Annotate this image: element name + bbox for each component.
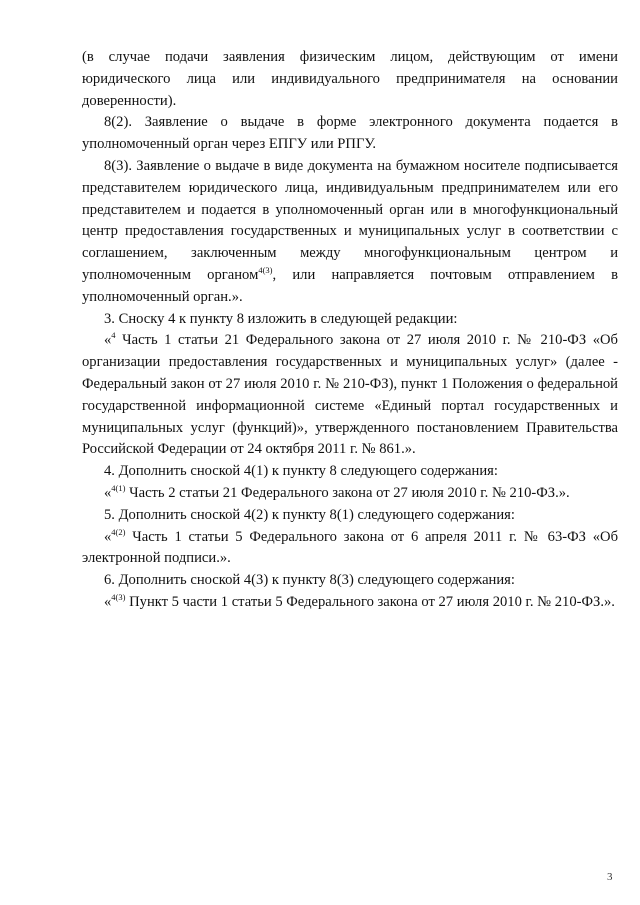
paragraph-text: , или направляется почтовым отправлением в уполномоченный орган.». <box>82 266 618 305</box>
page-number: 3 <box>607 871 613 883</box>
paragraph-text: Часть 2 статьи 21 Федерального закона от 27 июля 2010 г. № 210-ФЗ.». <box>125 484 570 501</box>
paragraph-text: 6. Дополнить сноской 4(3) к пункту 8(3) следующего содержания: <box>104 572 515 589</box>
paragraph-p11 <box>82 592 618 614</box>
paragraph-p2 <box>82 112 618 156</box>
paragraph-p8 <box>82 505 618 527</box>
paragraph-text: 5. Дополнить сноской 4(2) к пункту 8(1) следующего содержания: <box>104 506 515 523</box>
document-body <box>82 47 618 614</box>
footnote-ref: 4 <box>111 330 116 341</box>
paragraph-p5 <box>82 330 618 461</box>
paragraph-p1 <box>82 47 618 112</box>
paragraph-p4 <box>82 309 618 331</box>
paragraph-p3 <box>82 156 618 309</box>
footnote-ref: 4(3) <box>111 591 126 602</box>
paragraph-text: (в случае подачи заявления физическим лицом, действующим от имени юридического лица или индивидуального предпринимателя на основании доверенности). <box>82 49 618 109</box>
footnote-ref: 4(1) <box>111 482 126 493</box>
paragraph-text: 3. Сноску 4 к пункту 8 изложить в следующей редакции: <box>104 310 458 327</box>
paragraph-p6 <box>82 461 618 483</box>
paragraph-text: Пункт 5 части 1 статьи 5 Федерального закона от 27 июля 2010 г. № 210-ФЗ.». <box>125 593 615 610</box>
paragraph-text: « <box>104 332 112 349</box>
paragraph-p10 <box>82 570 618 592</box>
paragraph-text: 4. Дополнить сноской 4(1) к пункту 8 следующего содержания: <box>104 463 498 480</box>
footnote-ref: 4(2) <box>111 526 126 537</box>
paragraph-text: « <box>104 593 112 610</box>
paragraph-text: Часть 1 статьи 5 Федерального закона от 6 апреля 2011 г. № 63-ФЗ «Об электронной подписи.». <box>82 528 618 567</box>
paragraph-text: Часть 1 статьи 21 Федерального закона от 27 июля 2010 г. № 210-ФЗ «Об организации предоставления государственных и муниципальных услуг» (далее - Федеральный закон от 27 июля 2010 г. № 210-ФЗ), пункт 1 Положения о федеральной государственной информационной системе «Единый портал государственных и муниципальных услуг (функций)», утвержденного постановлением Правительства Российской Федерации от 24 октября 2011 г. № 861.». <box>82 332 618 458</box>
paragraph-text: 8(2). Заявление о выдаче в форме электронного документа подается в уполномоченный орган через ЕПГУ или РПГУ. <box>82 114 618 153</box>
footnote-ref: 4(3) <box>258 264 273 275</box>
paragraph-text: « <box>104 528 112 545</box>
paragraph-text: 8(3). Заявление о выдаче в виде документа на бумажном носителе подписывается представителем юридического лица, индивидуальным предпринимателем или его представителем и подается в уполномоченный орган или в многофункциональный центр предоставления государственных и муниципальных услуг в соответствии с соглашением, заключенным между многофункциональным центром и уполномоченным органом <box>82 157 618 283</box>
paragraph-p9 <box>82 527 618 571</box>
paragraph-p7 <box>82 483 618 505</box>
paragraph-text: « <box>104 484 112 501</box>
